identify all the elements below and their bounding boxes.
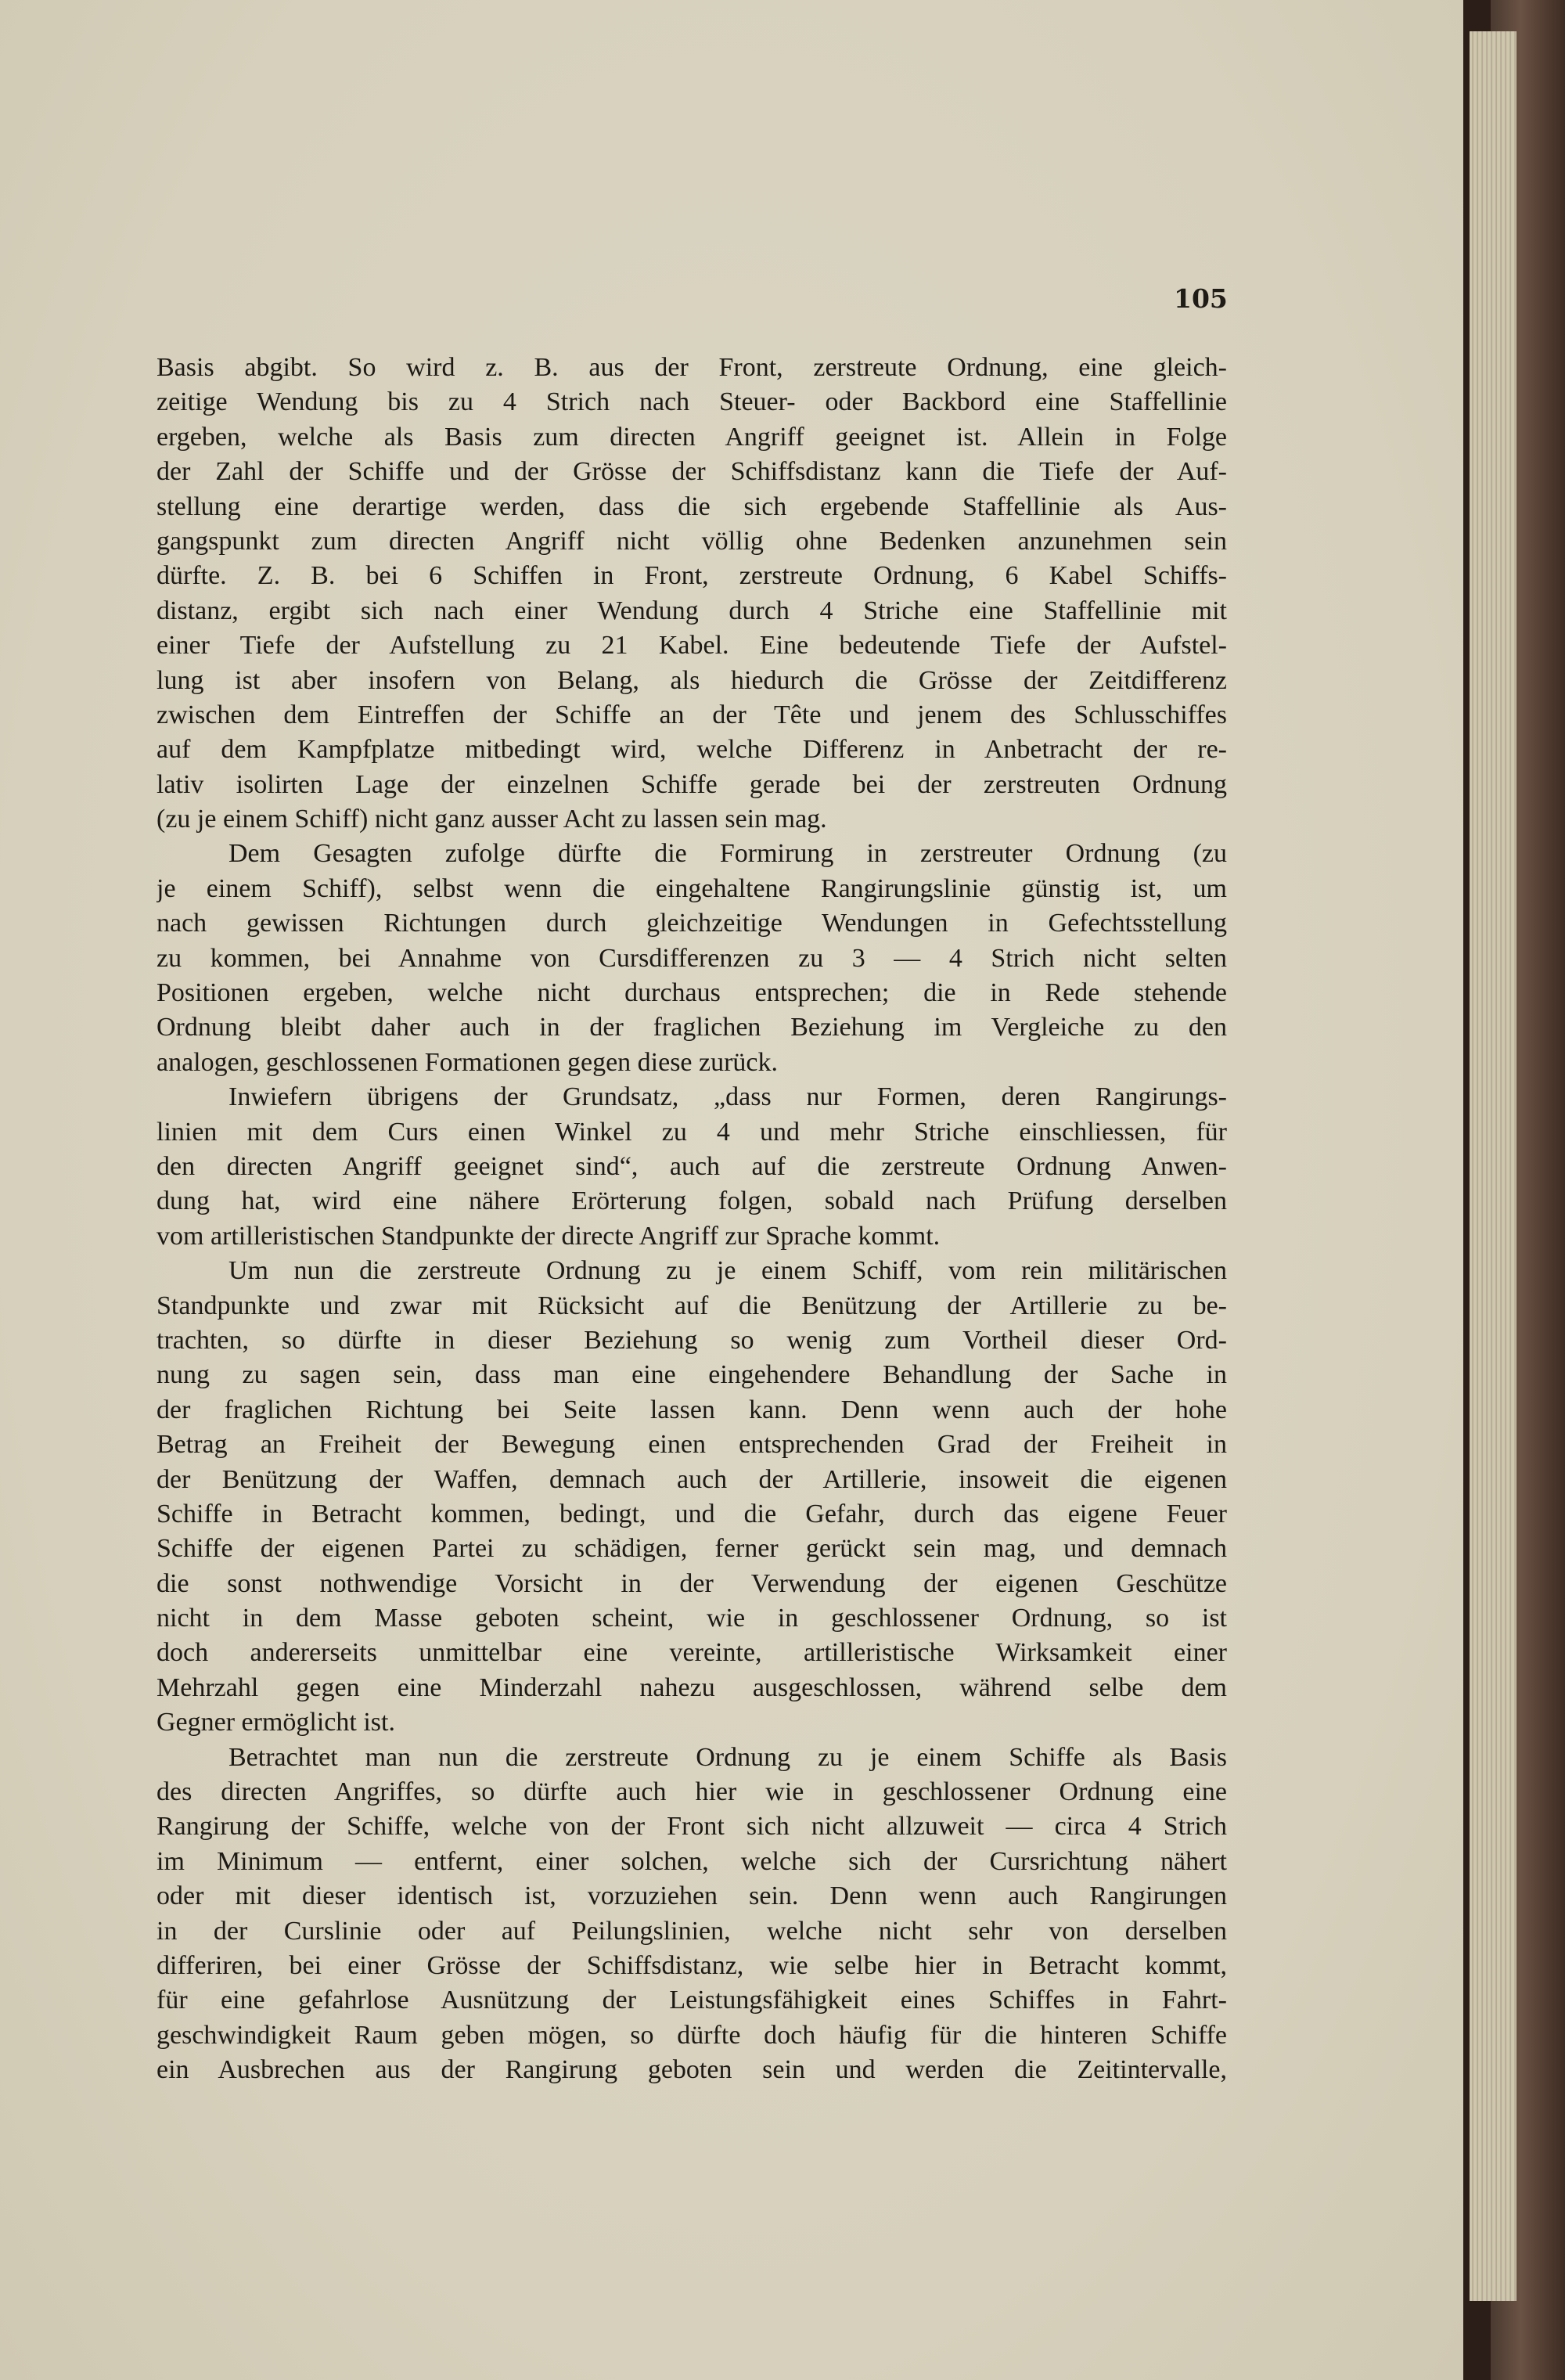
text-line: geschwindigkeit Raum geben mögen, so dürfte doch häufig für die hinteren Schiffe: [156, 2020, 1227, 2050]
text-line: doch andererseits unmittelbar eine vereinte, artilleristische Wirksamkeit einer: [156, 1638, 1227, 1668]
text-line: dung hat, wird eine nähere Erörterung folgen, sobald nach Prüfung derselben: [156, 1186, 1227, 1216]
text-line: zeitige Wendung bis zu 4 Strich nach Steuer- oder Backbord eine Staffellinie: [156, 387, 1227, 417]
text-line: die sonst nothwendige Vorsicht in der Verwendung der eigenen Geschütze: [156, 1568, 1227, 1598]
text-line: Standpunkte und zwar mit Rücksicht auf die Benützung der Artillerie zu be-: [156, 1291, 1227, 1320]
text-line: in der Curslinie oder auf Peilungslinien, welche nicht sehr von derselben: [156, 1916, 1227, 1946]
text-line: nung zu sagen sein, dass man eine eingehendere Behandlung der Sache in: [156, 1360, 1227, 1390]
text-line: des directen Angriffes, so dürfte auch hier wie in geschlossener Ordnung eine: [156, 1777, 1227, 1807]
text-line: Dem Gesagten zufolge dürfte die Formirung in zerstreuter Ordnung (zu: [228, 839, 1227, 869]
text-line: stellung eine derartige werden, dass die sich ergebende Staffellinie als Aus-: [156, 491, 1227, 521]
text-line: ein Ausbrechen aus der Rangirung geboten sein und werden die Zeitintervalle,: [156, 2055, 1227, 2085]
text-line: (zu je einem Schiff) nicht ganz ausser Acht zu lassen sein mag.: [156, 805, 827, 834]
text-line: Betrachtet man nun die zerstreute Ordnung zu je einem Schiffe als Basis: [228, 1742, 1227, 1772]
text-line: Um nun die zerstreute Ordnung zu je einem Schiff, vom rein militärischen: [228, 1256, 1227, 1286]
text-line: ergeben, welche als Basis zum directen Angriff geeignet ist. Allein in Folge: [156, 422, 1227, 452]
text-line: Rangirung der Schiffe, welche von der Front sich nicht allzuweit — circa 4 Strich: [156, 1812, 1227, 1842]
text-line: je einem Schiff), selbst wenn die eingehaltene Rangirungslinie günstig ist, um: [156, 873, 1227, 903]
text-line: nicht in dem Masse geboten scheint, wie in geschlossener Ordnung, so ist: [156, 1604, 1227, 1633]
text-line: trachten, so dürfte in dieser Beziehung so wenig zum Vortheil dieser Ord-: [156, 1325, 1227, 1355]
text-line: differiren, bei einer Grösse der Schiffsdistanz, wie selbe hier in Betracht kommt,: [156, 1950, 1227, 1980]
text-line: Positionen ergeben, welche nicht durchaus entsprechen; die in Rede stehende: [156, 978, 1227, 1008]
page-number: 105: [1174, 283, 1228, 314]
page-edges: [1470, 31, 1516, 2301]
text-line: Betrag an Freiheit der Bewegung einen entsprechenden Grad der Freiheit in: [156, 1430, 1227, 1460]
text-line: zwischen dem Eintreffen der Schiffe an der Tête und jenem des Schlusschiffes: [156, 700, 1227, 729]
text-line: gangspunkt zum directen Angriff nicht völlig ohne Bedenken anzunehmen sein: [156, 526, 1227, 556]
text-line: linien mit dem Curs einen Winkel zu 4 und mehr Striche einschliessen, für: [156, 1117, 1227, 1147]
text-line: den directen Angriff geeignet sind“, auch auf die zerstreute Ordnung Anwen-: [156, 1151, 1227, 1181]
text-line: Schiffe der eigenen Partei zu schädigen, ferner gerückt sein mag, und demnach: [156, 1534, 1227, 1564]
text-line: der Benützung der Waffen, demnach auch der Artillerie, insoweit die eigenen: [156, 1464, 1227, 1494]
text-line: Inwiefern übrigens der Grundsatz, „dass nur Formen, deren Rangirungs-: [228, 1082, 1227, 1112]
text-line: analogen, geschlossenen Formationen gegen diese zurück.: [156, 1047, 779, 1077]
text-line: Mehrzahl gegen eine Minderzahl nahezu ausgeschlossen, während selbe dem: [156, 1672, 1227, 1702]
text-line: nach gewissen Richtungen durch gleichzeitige Wendungen in Gefechtsstellung: [156, 909, 1227, 938]
text-line: Basis abgibt. So wird z. B. aus der Front, zerstreute Ordnung, eine gleich-: [156, 353, 1227, 382]
text-line: lung ist aber insofern von Belang, als hiedurch die Grösse der Zeitdifferenz: [156, 665, 1227, 695]
text-line: zu kommen, bei Annahme von Cursdifferenzen zu 3 — 4 Strich nicht selten: [156, 943, 1227, 973]
text-line: vom artilleristischen Standpunkte der directe Angriff zur Sprache kommt.: [156, 1221, 941, 1251]
text-line: Gegner ermöglicht ist.: [156, 1708, 395, 1737]
text-line: im Minimum — entfernt, einer solchen, welche sich der Cursrichtung nähert: [156, 1846, 1227, 1876]
text-line: oder mit dieser identisch ist, vorzuziehen sein. Denn wenn auch Rangirungen: [156, 1881, 1227, 1911]
text-line: einer Tiefe der Aufstellung zu 21 Kabel. Eine bedeutende Tiefe der Aufstel-: [156, 631, 1227, 661]
text-line: Ordnung bleibt daher auch in der fraglichen Beziehung im Vergleiche zu den: [156, 1013, 1227, 1042]
text-line: dürfte. Z. B. bei 6 Schiffen in Front, zerstreute Ordnung, 6 Kabel Schiffs-: [156, 561, 1227, 591]
text-line: lativ isolirten Lage der einzelnen Schiffe gerade bei der zerstreuten Ordnung: [156, 769, 1227, 799]
text-line: Schiffe in Betracht kommen, bedingt, und die Gefahr, durch das eigene Feuer: [156, 1499, 1227, 1528]
text-line: der Zahl der Schiffe und der Grösse der Schiffsdistanz kann die Tiefe der Auf-: [156, 457, 1227, 487]
body-text: [156, 351, 1227, 2088]
text-line: distanz, ergibt sich nach einer Wendung durch 4 Striche eine Staffellinie mit: [156, 596, 1227, 625]
text-line: für eine gefahrlose Ausnützung der Leistungsfähigkeit eines Schiffes in Fahrt-: [156, 1986, 1227, 2015]
text-line: der fraglichen Richtung bei Seite lassen kann. Denn wenn auch der hohe: [156, 1395, 1227, 1424]
text-line: auf dem Kampfplatze mitbedingt wird, welche Differenz in Anbetracht der re-: [156, 735, 1227, 765]
